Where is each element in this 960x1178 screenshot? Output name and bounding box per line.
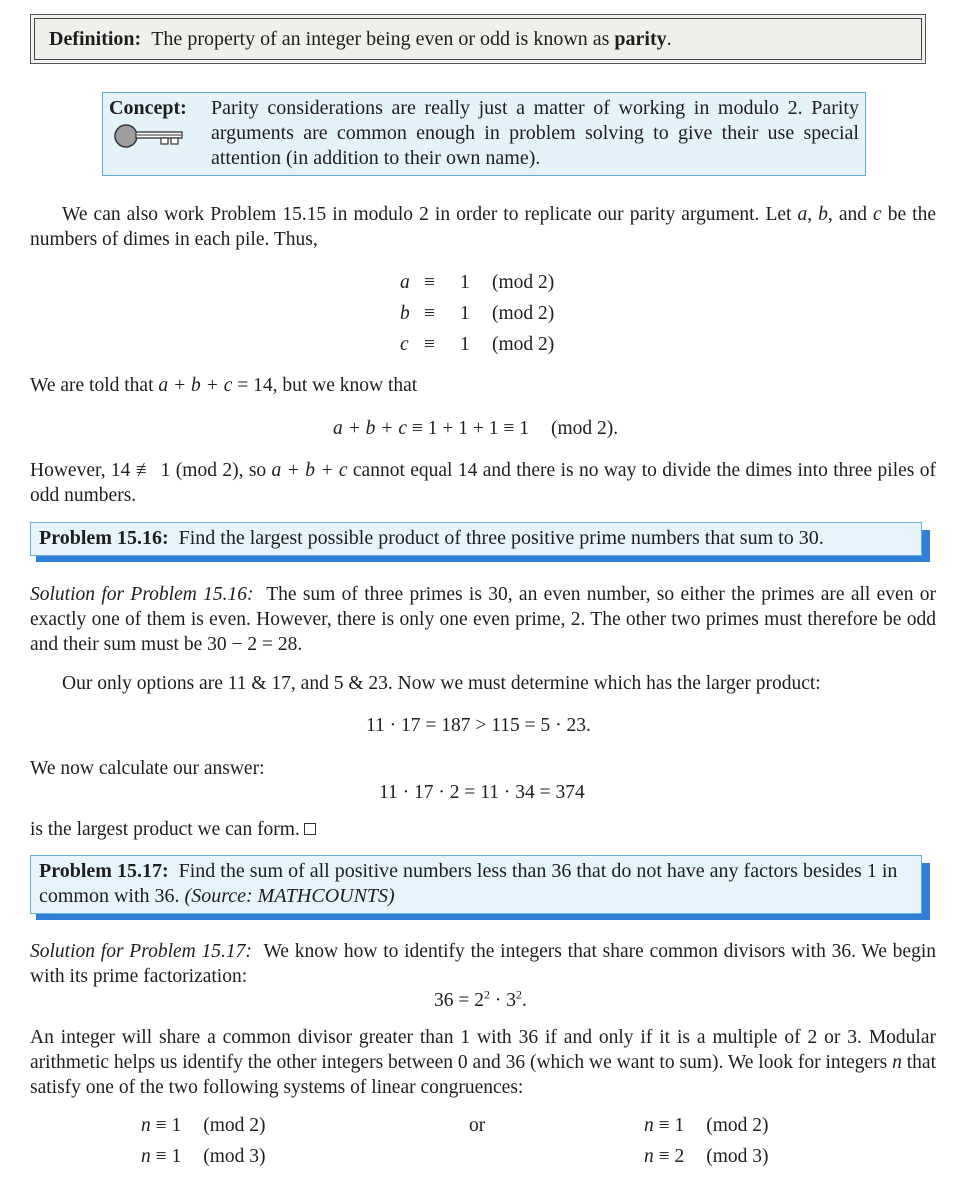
modulus: (mod 2) (492, 334, 555, 355)
separator: , and (827, 204, 867, 225)
solution-15-17 (30, 939, 936, 989)
problem-label: Problem 15.16: (39, 527, 169, 549)
value: 1 (460, 334, 470, 355)
concept-text: Parity considerations are really just a matter of working in modulo 2. Parity arguments are common enough in problem solving to give their use special attention (in addition to their own name). (211, 97, 859, 169)
problem-15-16-box (30, 522, 930, 556)
value: 1 (460, 272, 470, 293)
problem-text: Find the largest possible product of three positive prime numbers that sum to 30. (178, 527, 824, 549)
para-text: cannot equal 14 and there is no way to divide the dimes into three piles of odd numbers. (30, 460, 936, 506)
modulus: (mod 2) (492, 272, 555, 293)
congruence: ≡ 1 (653, 1115, 685, 1136)
solution-label: Solution for Problem 15.16: (30, 584, 254, 605)
exponent: 2 (516, 987, 522, 1002)
problem-source: (Source: MATHCOUNTS) (184, 885, 395, 907)
congruence-row (400, 301, 554, 332)
congruence-system-right (644, 1113, 769, 1175)
var-b: b (818, 204, 828, 225)
para-text: be the numbers of dimes in each pile. Thus, (30, 204, 937, 250)
var: n (141, 1115, 151, 1136)
var-a: a (797, 204, 808, 225)
qed-square-icon (304, 823, 316, 835)
paragraph-conclusion (30, 817, 936, 842)
modulus: (mod 2) (492, 303, 555, 324)
factor-text: 36 = 2 (434, 990, 484, 1011)
congruence: ≡ 2 (653, 1146, 685, 1167)
concept-label: Concept: (109, 97, 187, 119)
congruence-row (644, 1113, 769, 1144)
equiv-symbol: ≡ (424, 272, 435, 293)
problem-text: Find the sum of all positive numbers less than 36 that do not have any factors besides 1 in common with 36. (39, 860, 898, 907)
paragraph-however (30, 458, 936, 508)
definition-box (30, 14, 926, 64)
paragraph-calculate: We now calculate our answer: (30, 758, 265, 779)
para-text: We can also work Problem 15.15 in modulo 2 in order to replicate our parity argument. Let (62, 204, 798, 225)
equation-compare-products: 11 · 17 = 187 > 115 = 5 · 23. (366, 715, 591, 736)
factor-text: . (522, 990, 527, 1011)
para-text: that satisfy one of the two following systems of linear congruences: (30, 1052, 936, 1098)
solution-15-16 (30, 582, 936, 657)
expression: a + b + c (333, 418, 407, 439)
solution-text: The sum of three primes is 30, an even number, so either the primes are all even or exactly one of them is even. However, there is only one even prime, 2. The other two primes must therefore be odd and their sum must be 30 − 2 = 28. (30, 584, 937, 655)
equiv-symbol: ≡ (424, 334, 435, 355)
concept-box (102, 92, 866, 176)
paragraph-told (30, 373, 936, 398)
var: n (141, 1146, 151, 1167)
separator: , (807, 204, 819, 225)
var: b (400, 303, 410, 324)
para-text: However, 14 ≢ 1 (mod 2), so (30, 460, 272, 481)
factor-text: · 3 (490, 990, 516, 1011)
problem-label: Problem 15.17: (39, 860, 169, 882)
modulus: (mod 2) (706, 1115, 769, 1136)
equation-answer: 11 · 17 · 2 = 11 · 34 = 374 (379, 782, 585, 803)
para-text: is the largest product we can form. (30, 819, 300, 840)
var: n (644, 1115, 654, 1136)
modulus: (mod 2). (550, 418, 619, 439)
congruence-row (141, 1144, 266, 1175)
value: 1 (460, 303, 470, 324)
congruence-row (400, 270, 554, 301)
congruence-system-left (141, 1113, 266, 1175)
paragraph-options: Our only options are 11 & 17, and 5 & 23. Now we must determine which has the larger product: (62, 673, 821, 694)
definition-term: parity (614, 28, 667, 50)
var-n: n (892, 1052, 902, 1073)
modulus: (mod 3) (203, 1146, 266, 1167)
modulus: (mod 3) (706, 1146, 769, 1167)
definition-label: Definition: (49, 28, 142, 50)
paragraph-intro (30, 202, 936, 252)
problem-box-content (30, 855, 922, 914)
equiv-symbol: ≡ (424, 303, 435, 324)
modulus: (mod 2) (203, 1115, 266, 1136)
equation-sum-mod2 (333, 416, 618, 441)
problem-box-content (30, 522, 922, 556)
para-text: = 14, but we know that (232, 375, 418, 396)
definition-period: . (666, 28, 672, 50)
or-label: or (469, 1115, 486, 1136)
var: a (400, 272, 410, 293)
congruence: ≡ 1 (150, 1146, 182, 1167)
var: n (644, 1146, 654, 1167)
key-icon (113, 123, 187, 156)
congruence-row (141, 1113, 266, 1144)
solution-label: Solution for Problem 15.17: (30, 941, 252, 962)
equation-rhs: ≡ 1 + 1 + 1 ≡ 1 (406, 418, 529, 439)
expression: a + b + c (158, 375, 233, 396)
var-c: c (873, 204, 882, 225)
congruence-row (400, 332, 554, 363)
var: c (400, 334, 409, 355)
congruence-row (644, 1144, 769, 1175)
definition-inner (34, 18, 922, 60)
definition-text: The property of an integer being even or odd is known as (151, 28, 610, 50)
congruence-system-abc (400, 270, 554, 363)
expression: a + b + c (271, 460, 348, 481)
problem-15-17-box (30, 855, 930, 914)
solution-text: We know how to identify the integers that share common divisors with 36. We begin with its prime factorization: (30, 941, 936, 987)
paragraph-common-divisor (30, 1025, 936, 1100)
para-text: We are told that (30, 375, 159, 396)
exponent: 2 (484, 987, 490, 1002)
para-text: An integer will share a common divisor greater than 1 with 36 if and only if it is a multiple of 2 or 3. Modular arithmetic helps us identify the other integers between 0 and 36 (which we want to sum). We look for integers (30, 1027, 936, 1073)
congruence: ≡ 1 (150, 1115, 182, 1136)
equation-prime-factorization (434, 988, 527, 1013)
